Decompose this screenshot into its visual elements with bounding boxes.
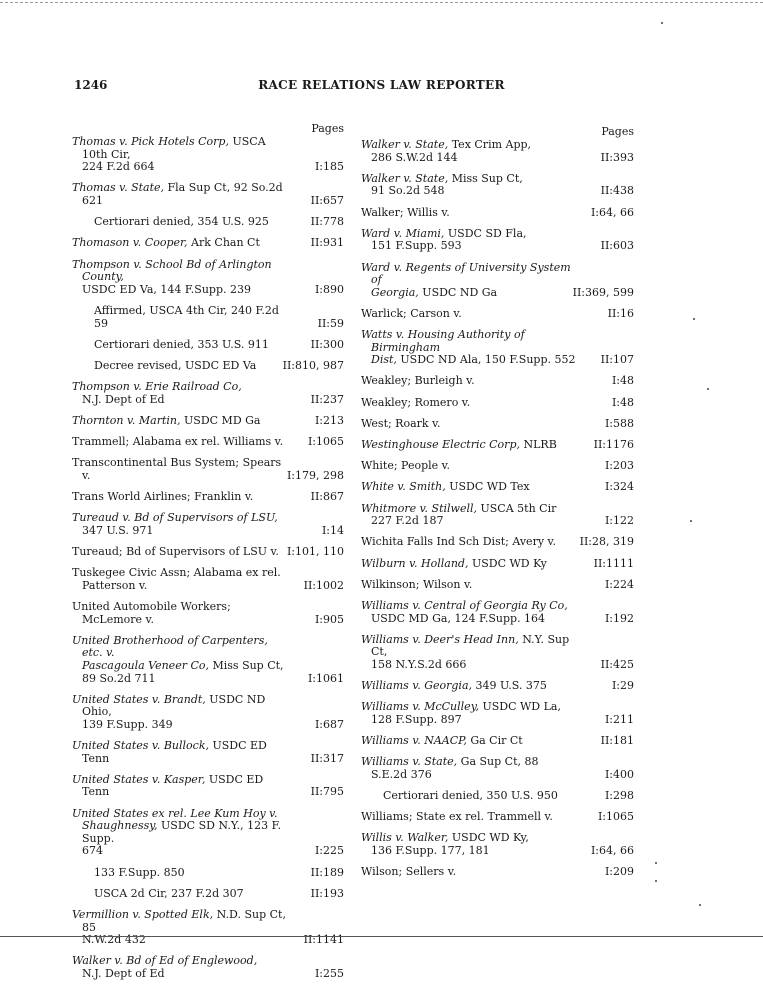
case-citation: [361, 460, 634, 473]
citation-detail: 347 U.S. 971: [82, 523, 154, 537]
page-reference: II:107: [600, 353, 634, 367]
citation-detail: Tureaud; Bd of Supervisors of LSU v.: [72, 544, 279, 558]
case-name: Thompson v. Erie Railroad Co,: [72, 380, 242, 394]
bottom-edge-rule: [0, 936, 763, 937]
case-name: United States v. Bullock,: [72, 739, 209, 753]
case-citation: [72, 136, 344, 174]
citation-detail: USDC SD Fla, 151 F.Supp. 593: [371, 226, 527, 253]
page-reference: I:1065: [307, 435, 344, 449]
page-reference: II:778: [310, 215, 344, 229]
citation-detail: Decree revised, USDC ED Va: [94, 358, 257, 372]
case-name: Walker v. State,: [361, 171, 449, 185]
page-reference: I:48: [611, 374, 634, 388]
case-name: United States ex rel. Lee Kum Hoy v. Shaughnessy,: [72, 806, 278, 833]
scan-speck: [661, 22, 663, 24]
page-reference: I:211: [604, 712, 634, 726]
index-entry: [72, 259, 344, 297]
index-entry: [361, 701, 634, 726]
page-reference: I:905: [314, 612, 344, 626]
case-citation: [361, 397, 634, 410]
index-entry: [361, 329, 634, 367]
scan-speck: [690, 520, 692, 522]
index-entry: [361, 228, 634, 253]
page-reference: II:189: [310, 865, 344, 879]
citation-detail: USDC WD Ky: [468, 556, 547, 570]
index-entry: [361, 503, 634, 528]
page-reference: I:64, 66: [590, 844, 634, 857]
index-entry: [72, 415, 344, 428]
case-citation: [361, 600, 634, 625]
page-reference: II:1141: [303, 933, 344, 947]
case-citation: [72, 216, 344, 229]
case-citation: [72, 694, 344, 732]
citation-detail: N.D. Sup Ct, 85 N.W.2d 432: [82, 907, 286, 947]
case-citation: [72, 436, 344, 449]
index-subentry: [72, 305, 344, 330]
citation-detail: 349 U.S. 375: [472, 679, 547, 693]
index-subentry: [361, 790, 634, 803]
right-entries-list: [361, 139, 634, 879]
page-reference: I:400: [604, 767, 634, 781]
page-reference: II:1176: [593, 438, 634, 452]
case-citation: [361, 634, 634, 672]
citation-detail: Wilkinson; Wilson v.: [361, 577, 473, 591]
index-entry: [361, 375, 634, 388]
case-name: Thornton v. Martin,: [72, 413, 181, 427]
left-entries-list: [72, 136, 344, 981]
index-entry: [361, 460, 634, 473]
case-name: United States v. Brandt,: [72, 692, 206, 706]
case-citation: [72, 381, 344, 406]
citation-detail: USDC WD Ky, 136 F.Supp. 177, 181: [371, 831, 529, 857]
case-citation: [361, 418, 634, 431]
citation-detail: USDC ND Ala, 150 F.Supp. 552: [396, 353, 576, 367]
case-citation: [72, 808, 344, 858]
case-citation: [72, 955, 344, 980]
citation-detail: USCA 5th Cir 227 F.2d 187: [371, 501, 557, 528]
index-entry: [361, 536, 634, 549]
case-name: Walker v. Bd of Ed of Englewood,: [72, 954, 258, 968]
index-entry: [361, 439, 634, 452]
case-citation: [361, 375, 634, 388]
case-citation: [361, 866, 634, 879]
index-entry: [361, 173, 634, 198]
citation-detail: Affirmed, USCA 4th Cir, 240 F.2d 59: [94, 303, 279, 330]
citation-detail: Miss Sup Ct, 89 So.2d 711: [82, 658, 284, 685]
page-reference: I:224: [604, 577, 634, 591]
index-entry: [72, 546, 344, 559]
citation-detail: USDC MD Ga, 124 F.Supp. 164: [371, 611, 546, 625]
case-citation: [361, 503, 634, 528]
case-citation: [361, 481, 634, 494]
case-name: Williams v. Central of Georgia Ry Co,: [361, 598, 568, 612]
case-citation: [361, 680, 634, 693]
index-entry: [72, 909, 344, 947]
case-name: Ward v. Miami,: [361, 226, 445, 240]
index-entry: [361, 600, 634, 625]
page-reference: II:16: [607, 306, 634, 320]
case-citation: [72, 259, 344, 297]
index-entry: [361, 558, 634, 571]
citation-detail: Williams; State ex rel. Trammell v.: [361, 810, 553, 824]
citation-detail: Wilson; Sellers v.: [361, 865, 457, 879]
citation-detail: USCA 10th Cir, 224 F.2d 664: [82, 135, 266, 174]
citation-detail: Fla Sup Ct, 92 So.2d 621: [82, 181, 283, 207]
left-column: [72, 122, 344, 989]
case-citation: [361, 139, 634, 164]
index-entry: [361, 735, 634, 748]
index-entry: [72, 567, 344, 592]
citation-detail: Ga Cir Ct: [466, 734, 523, 748]
case-citation: [72, 635, 344, 685]
page-reference: I:14: [321, 523, 344, 537]
citation-detail: Certiorari denied, 354 U.S. 925: [94, 215, 269, 229]
page-reference: II:425: [600, 657, 634, 671]
citation-detail: Ga Sup Ct, 88 S.E.2d 376: [371, 755, 539, 781]
page-reference: I:209: [604, 865, 634, 879]
page-reference: II:300: [310, 337, 344, 351]
index-entry: [72, 808, 344, 858]
page-reference: II:795: [310, 785, 344, 799]
index-entry: [72, 694, 344, 732]
citation-detail: Ark Chan Ct: [187, 236, 260, 250]
index-entry: [72, 774, 344, 799]
index-entry: [72, 491, 344, 504]
index-entry: [72, 136, 344, 174]
index-entry: [361, 579, 634, 592]
page-reference: I:192: [604, 611, 634, 625]
scan-speck: [655, 862, 657, 864]
case-citation: [361, 790, 634, 803]
scan-speck: [707, 388, 709, 390]
page-reference: I:179, 298: [286, 468, 344, 482]
page-reference: I:324: [604, 480, 634, 494]
page-reference: I:890: [314, 282, 344, 296]
index-entry: [361, 756, 634, 781]
index-entry: [361, 262, 634, 300]
citation-detail: USCA 2d Cir, 237 F.2d 307: [94, 886, 244, 900]
index-entry: [361, 397, 634, 410]
index-entry: [361, 139, 634, 164]
case-name: Wilburn v. Holland,: [361, 556, 469, 570]
case-name: Watts v. Housing Authority of Birmingham Dist,: [361, 328, 525, 367]
citation-detail: USDC MD Ga: [180, 413, 261, 427]
case-citation: [72, 305, 344, 330]
pages-column-header: Pages: [601, 125, 634, 138]
case-citation: [72, 740, 344, 765]
case-name: Thomas v. State,: [72, 181, 165, 195]
citation-detail: USDC ED Tenn: [82, 739, 267, 765]
citation-detail: USDC ND Ga: [418, 285, 498, 299]
case-name: United Brotherhood of Carpenters, etc. v. Pascagoula Veneer Co,: [72, 633, 268, 672]
page-reference: I:101, 110: [286, 544, 344, 558]
citation-detail: Certiorari denied, 350 U.S. 950: [383, 789, 558, 803]
scan-speck: [693, 318, 695, 320]
page-reference: I:122: [604, 514, 634, 528]
case-name: Vermillion v. Spotted Elk,: [72, 907, 214, 921]
page-reference: I:588: [604, 416, 634, 430]
page-reference: I:48: [611, 395, 634, 409]
citation-detail: 133 F.Supp. 850: [94, 865, 185, 879]
citation-detail: Tex Crim App, 286 S.W.2d 144: [371, 138, 532, 164]
citation-detail: West; Roark v.: [361, 416, 441, 430]
index-entry: [72, 512, 344, 537]
page-reference: I:255: [314, 966, 344, 980]
index-entry: [72, 955, 344, 980]
case-name: Westinghouse Electric Corp,: [361, 438, 520, 452]
citation-detail: USDC ND Ohio, 139 F.Supp. 349: [82, 692, 266, 731]
page-reference: I:1061: [307, 671, 344, 685]
citation-detail: USDC ED Tenn: [82, 772, 264, 799]
case-name: Williams v. McCulley,: [361, 700, 479, 714]
page-reference: II:867: [310, 490, 344, 503]
case-name: Tureaud v. Bd of Supervisors of LSU,: [72, 511, 278, 525]
page-reference: II:603: [600, 239, 634, 253]
index-entry: [361, 481, 634, 494]
citation-detail: N.J. Dept of Ed: [82, 966, 165, 980]
citation-detail: USDC ED Va, 144 F.Supp. 239: [82, 282, 251, 296]
page-reference: I:225: [314, 844, 344, 858]
case-citation: [361, 308, 634, 321]
pages-column-header: Pages: [311, 122, 344, 135]
index-entry: [361, 866, 634, 879]
top-edge-rule: [0, 2, 763, 3]
page-reference: I:298: [604, 789, 634, 803]
citation-detail: USDC WD La, 128 F.Supp. 897: [371, 700, 561, 726]
citation-detail: Certiorari denied, 353 U.S. 911: [94, 337, 269, 351]
case-name: Thomas v. Pick Hotels Corp,: [72, 135, 229, 148]
index-entry: [361, 418, 634, 431]
index-subentry: [72, 867, 344, 880]
page-reference: I:203: [604, 459, 634, 473]
page-reference: II:317: [310, 751, 344, 765]
case-name: Willis v. Walker,: [361, 831, 449, 845]
case-name: Williams v. Georgia,: [361, 679, 473, 693]
case-citation: [72, 512, 344, 537]
page-reference: I:64, 66: [590, 205, 634, 219]
citation-detail: Tuskegee Civic Assn; Alabama ex rel. Patterson v.: [72, 566, 281, 592]
page-reference: II:1111: [593, 556, 634, 570]
case-citation: [72, 415, 344, 428]
citation-detail: Transcontinental Bus System; Spears v.: [72, 456, 282, 482]
citation-detail: Trammell; Alabama ex rel. Williams v.: [72, 435, 284, 449]
case-citation: [361, 701, 634, 726]
index-entry: [72, 381, 344, 406]
case-name: Williams v. Deer's Head Inn,: [361, 632, 519, 646]
case-citation: [361, 811, 634, 824]
citation-detail: N.Y. Sup Ct, 158 N.Y.S.2d 666: [371, 632, 570, 671]
case-citation: [361, 228, 634, 253]
page-reference: II:181: [600, 734, 634, 748]
case-citation: [72, 867, 344, 880]
index-subentry: [72, 888, 344, 901]
citation-detail: Trans World Airlines; Franklin v.: [72, 490, 254, 503]
citation-detail: Weakley; Romero v.: [361, 395, 471, 409]
page-reference: I:29: [611, 679, 634, 693]
page-reference: II:369, 599: [572, 285, 634, 299]
case-name: Walker v. State,: [361, 138, 449, 151]
citation-detail: Warlick; Carson v.: [361, 306, 462, 320]
case-citation: [72, 237, 344, 250]
page-reference: II:59: [317, 316, 344, 330]
case-citation: [72, 601, 344, 626]
index-entry: [361, 832, 634, 857]
case-name: Williams v. NAACP,: [361, 734, 467, 748]
page-reference: I:185: [314, 160, 344, 174]
page-number: 1246: [74, 78, 108, 92]
page-reference: II:657: [310, 193, 344, 207]
index-entry: [361, 308, 634, 321]
case-citation: [361, 329, 634, 367]
case-citation: [72, 182, 344, 207]
page-reference: II:237: [310, 392, 344, 406]
case-name: Williams v. State,: [361, 755, 458, 769]
scan-speck: [699, 904, 701, 906]
index-entry: [361, 207, 634, 220]
case-citation: [361, 756, 634, 781]
citation-detail: White; People v.: [361, 459, 451, 473]
citation-detail: Miss Sup Ct, 91 So.2d 548: [371, 171, 523, 198]
running-header-title: RACE RELATIONS LAW REPORTER: [258, 78, 505, 92]
index-entry: [361, 634, 634, 672]
case-name: United States v. Kasper,: [72, 772, 206, 786]
case-citation: [72, 491, 344, 504]
page-reference: I:1065: [597, 810, 634, 824]
right-column: [361, 125, 634, 887]
case-name: Thomason v. Cooper,: [72, 236, 188, 250]
page-reference: II:393: [600, 150, 634, 164]
case-citation: [72, 888, 344, 901]
case-name: Ward v. Regents of University System of Georgia,: [361, 260, 571, 299]
index-entry: [72, 740, 344, 765]
page-reference: II:931: [310, 236, 344, 250]
page-reference: II:438: [600, 184, 634, 198]
citation-detail: Wichita Falls Ind Sch Dist; Avery v.: [361, 535, 556, 549]
citation-detail: USDC SD N.Y., 123 F. Supp. 674: [82, 819, 282, 858]
index-entry: [72, 635, 344, 685]
case-citation: [361, 173, 634, 198]
index-entry: [361, 680, 634, 693]
index-entry: [72, 182, 344, 207]
page-reference: I:687: [314, 717, 344, 731]
case-name: White v. Smith,: [361, 480, 446, 494]
case-citation: [361, 735, 634, 748]
index-subentry: [72, 216, 344, 229]
page-reference: II:28, 319: [579, 535, 634, 549]
case-name: Whitmore v. Stilwell,: [361, 501, 477, 515]
page-reference: II:810, 987: [282, 358, 344, 372]
page-reference: I:213: [314, 413, 344, 427]
citation-detail: Walker; Willis v.: [361, 205, 450, 219]
index-entry: [72, 601, 344, 626]
page-reference: II:1002: [303, 578, 344, 592]
page-reference: II:193: [310, 886, 344, 900]
case-citation: [361, 579, 634, 592]
scan-speck: [655, 880, 657, 882]
case-citation: [72, 774, 344, 799]
citation-detail: NLRB: [519, 438, 557, 452]
index-entry: [72, 436, 344, 449]
index-subentry: [72, 360, 344, 373]
citation-detail: USDC WD Tex: [445, 480, 530, 494]
index-entry: [361, 811, 634, 824]
citation-detail: N.J. Dept of Ed: [82, 392, 165, 406]
citation-detail: United Automobile Workers; McLemore v.: [72, 599, 231, 626]
index-entry: [72, 457, 344, 482]
case-name: Thompson v. School Bd of Arlington County,: [72, 257, 272, 284]
index-subentry: [72, 339, 344, 352]
citation-detail: Weakley; Burleigh v.: [361, 374, 475, 388]
case-citation: [72, 339, 344, 352]
index-entry: [72, 237, 344, 250]
